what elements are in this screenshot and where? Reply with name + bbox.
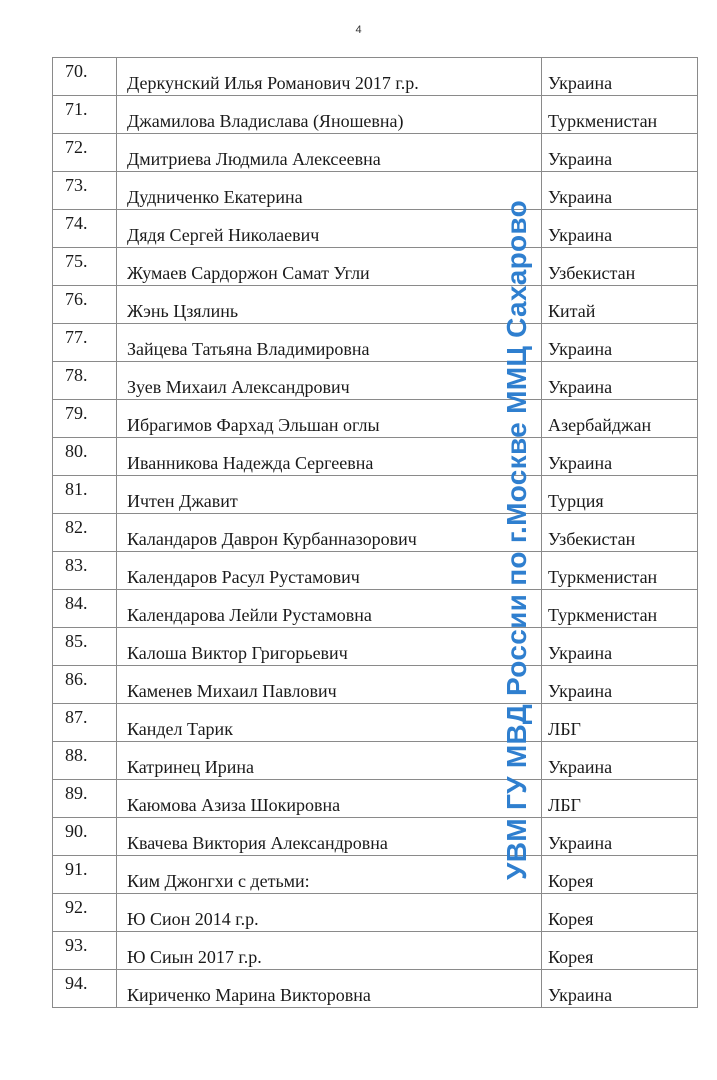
person-country: Украина bbox=[542, 210, 698, 248]
person-country: ЛБГ bbox=[542, 780, 698, 818]
person-name: Каменев Михаил Павлович bbox=[117, 666, 542, 704]
person-country: Корея bbox=[542, 856, 698, 894]
person-name: Зайцева Татьяна Владимировна bbox=[117, 324, 542, 362]
person-country: Азербайджан bbox=[542, 400, 698, 438]
person-country: Украина bbox=[542, 742, 698, 780]
table-row bbox=[53, 552, 698, 590]
person-country: Украина bbox=[542, 134, 698, 172]
person-country: Корея bbox=[542, 894, 698, 932]
table-row bbox=[53, 856, 698, 894]
person-name: Календарова Лейли Рустамовна bbox=[117, 590, 542, 628]
table-row bbox=[53, 248, 698, 286]
row-number: 92. bbox=[53, 894, 117, 932]
table-row bbox=[53, 96, 698, 134]
row-number: 71. bbox=[53, 96, 117, 134]
person-name: Дудниченко Екатерина bbox=[117, 172, 542, 210]
row-number: 89. bbox=[53, 780, 117, 818]
person-country: Украина bbox=[542, 362, 698, 400]
person-country: Украина bbox=[542, 666, 698, 704]
row-number: 80. bbox=[53, 438, 117, 476]
person-country: Узбекистан bbox=[542, 514, 698, 552]
person-name: Кандел Тарик bbox=[117, 704, 542, 742]
row-number: 82. bbox=[53, 514, 117, 552]
row-number: 94. bbox=[53, 970, 117, 1008]
row-number: 81. bbox=[53, 476, 117, 514]
person-country: Турция bbox=[542, 476, 698, 514]
person-country: Узбекистан bbox=[542, 248, 698, 286]
person-name: Жумаев Сардоржон Самат Угли bbox=[117, 248, 542, 286]
person-name: Каландаров Даврон Курбанназорович bbox=[117, 514, 542, 552]
watermark-text: УВМ ГУ МВД России по г.Москве ММЦ Сахарово bbox=[501, 200, 532, 880]
person-country: Туркменистан bbox=[542, 590, 698, 628]
table-row bbox=[53, 172, 698, 210]
row-number: 73. bbox=[53, 172, 117, 210]
person-country: Украина bbox=[542, 970, 698, 1008]
row-number: 85. bbox=[53, 628, 117, 666]
person-name: Ичтен Джавит bbox=[117, 476, 542, 514]
table-row bbox=[53, 932, 698, 970]
person-name: Ю Сион 2014 г.р. bbox=[117, 894, 542, 932]
row-number: 79. bbox=[53, 400, 117, 438]
row-number: 88. bbox=[53, 742, 117, 780]
person-name: Катринец Ирина bbox=[117, 742, 542, 780]
table-row bbox=[53, 514, 698, 552]
row-number: 83. bbox=[53, 552, 117, 590]
row-number: 77. bbox=[53, 324, 117, 362]
person-name: Жэнь Цзялинь bbox=[117, 286, 542, 324]
person-name: Калоша Виктор Григорьевич bbox=[117, 628, 542, 666]
person-country: Украина bbox=[542, 324, 698, 362]
person-name: Кириченко Марина Викторовна bbox=[117, 970, 542, 1008]
persons-table bbox=[52, 57, 698, 1008]
person-name: Зуев Михаил Александрович bbox=[117, 362, 542, 400]
person-name: Иванникова Надежда Сергеевна bbox=[117, 438, 542, 476]
page-number: 4 bbox=[355, 24, 362, 36]
person-name: Дмитриева Людмила Алексеевна bbox=[117, 134, 542, 172]
table-row bbox=[53, 590, 698, 628]
person-country: Украина bbox=[542, 172, 698, 210]
person-name: Ким Джонгхи с детьми: bbox=[117, 856, 542, 894]
table-row bbox=[53, 704, 698, 742]
row-number: 87. bbox=[53, 704, 117, 742]
table-row bbox=[53, 970, 698, 1008]
row-number: 84. bbox=[53, 590, 117, 628]
table-row bbox=[53, 362, 698, 400]
person-country: ЛБГ bbox=[542, 704, 698, 742]
table-row bbox=[53, 58, 698, 96]
person-name: Квачева Виктория Александровна bbox=[117, 818, 542, 856]
persons-table-body bbox=[53, 58, 698, 1008]
table-row bbox=[53, 400, 698, 438]
row-number: 90. bbox=[53, 818, 117, 856]
row-number: 72. bbox=[53, 134, 117, 172]
table-row bbox=[53, 324, 698, 362]
table-row bbox=[53, 628, 698, 666]
row-number: 78. bbox=[53, 362, 117, 400]
person-country: Туркменистан bbox=[542, 552, 698, 590]
row-number: 75. bbox=[53, 248, 117, 286]
person-name: Деркунский Илья Романович 2017 г.р. bbox=[117, 58, 542, 96]
table-row bbox=[53, 742, 698, 780]
person-country: Украина bbox=[542, 818, 698, 856]
table-row bbox=[53, 476, 698, 514]
person-name: Каюмова Азиза Шокировна bbox=[117, 780, 542, 818]
table-row bbox=[53, 818, 698, 856]
person-name: Дядя Сергей Николаевич bbox=[117, 210, 542, 248]
person-name: Джамилова Владислава (Яношевна) bbox=[117, 96, 542, 134]
row-number: 93. bbox=[53, 932, 117, 970]
row-number: 70. bbox=[53, 58, 117, 96]
table-row bbox=[53, 894, 698, 932]
table-row bbox=[53, 210, 698, 248]
row-number: 91. bbox=[53, 856, 117, 894]
person-country: Украина bbox=[542, 438, 698, 476]
person-country: Китай bbox=[542, 286, 698, 324]
person-country: Корея bbox=[542, 932, 698, 970]
row-number: 74. bbox=[53, 210, 117, 248]
person-country: Украина bbox=[542, 58, 698, 96]
row-number: 76. bbox=[53, 286, 117, 324]
person-name: Ю Сиын 2017 г.р. bbox=[117, 932, 542, 970]
table-row bbox=[53, 134, 698, 172]
table-row bbox=[53, 286, 698, 324]
person-country: Туркменистан bbox=[542, 96, 698, 134]
person-country: Украина bbox=[542, 628, 698, 666]
table-row bbox=[53, 780, 698, 818]
person-name: Календаров Расул Рустамович bbox=[117, 552, 542, 590]
table-row bbox=[53, 666, 698, 704]
person-name: Ибрагимов Фархад Эльшан оглы bbox=[117, 400, 542, 438]
row-number: 86. bbox=[53, 666, 117, 704]
table-row bbox=[53, 438, 698, 476]
